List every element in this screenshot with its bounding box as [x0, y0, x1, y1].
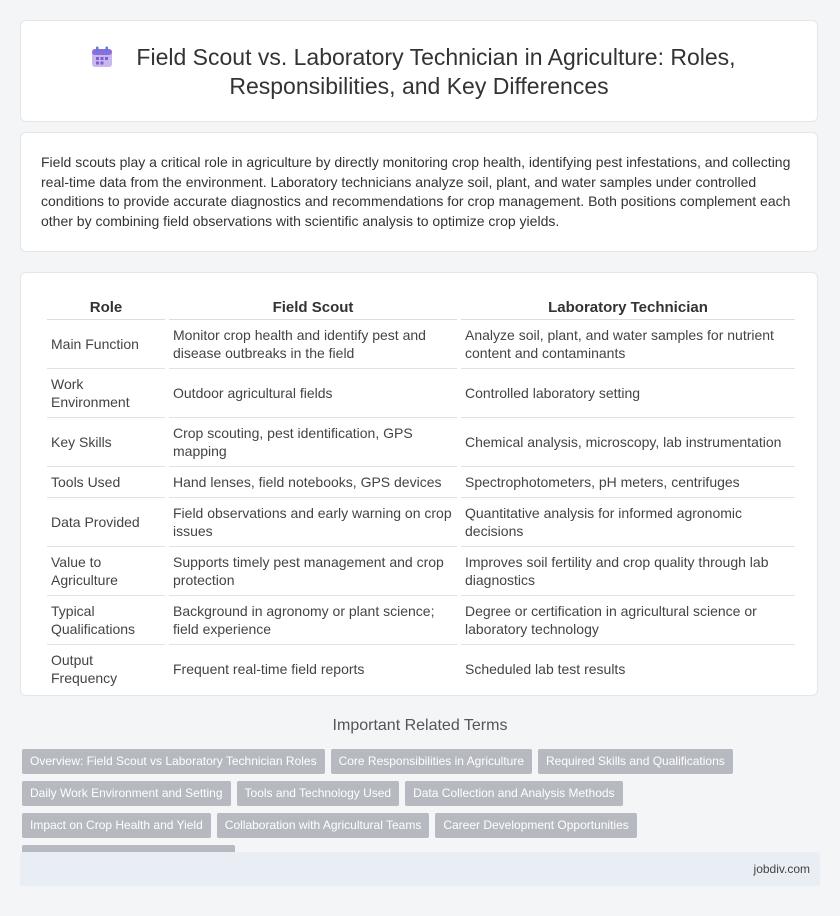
related-term-tag[interactable]: Daily Work Environment and Setting: [22, 781, 231, 806]
table-row: [47, 467, 795, 498]
footer-site[interactable]: jobdiv.com: [753, 862, 810, 876]
page-title-line2: Responsibilities, and Key Differences: [229, 73, 609, 99]
related-term-tag[interactable]: Overview: Field Scout vs Laboratory Technician Roles: [22, 749, 325, 774]
cell-lab-technician: Scheduled lab test results: [465, 661, 626, 677]
cell-role: Data Provided: [47, 498, 165, 547]
cell-field-scout: Hand lenses, field notebooks, GPS devices: [169, 467, 457, 498]
header-field-scout: Field Scout: [169, 295, 457, 320]
related-term-tag[interactable]: Core Responsibilities in Agriculture: [331, 749, 532, 774]
intro-card: [20, 132, 818, 252]
title-card: [20, 20, 818, 122]
header-lab-technician: Laboratory Technician: [461, 295, 795, 320]
related-term-tag[interactable]: Collaboration with Agricultural Teams: [217, 813, 430, 838]
page-title: [21, 43, 817, 101]
related-term-tag[interactable]: Career Development Opportunities: [435, 813, 636, 838]
table-header-row: [47, 295, 795, 320]
cell-field-scout: Supports timely pest management and crop protection: [169, 547, 457, 596]
cell-role: Value to Agriculture: [47, 547, 165, 596]
table-row: [47, 369, 795, 418]
cell-field-scout: Field observations and early warning on crop issues: [169, 498, 457, 547]
footer: [20, 852, 820, 886]
cell-field-scout: Frequent real-time field reports: [173, 661, 365, 677]
cell-role: Work Environment: [47, 369, 165, 418]
related-terms-title: Important Related Terms: [332, 717, 508, 734]
cell-lab-technician: Analyze soil, plant, and water samples for nutrient content and contaminants: [461, 320, 795, 369]
intro-paragraph: Field scouts play a critical role in agriculture by directly monitoring crop health, identifying pest infestations, and collecting real-time data from the environment. Laboratory technicians analyze soil, plant, and water samples under controlled conditions to provide accurate diagnostics and recommendations for crop management. Both positions complement each other by combining field observations with scientific analysis to optimize crop yields.: [41, 154, 791, 229]
cell-role: Tools Used: [47, 467, 165, 498]
cell-lab-technician: Quantitative analysis for informed agronomic decisions: [461, 498, 795, 547]
cell-field-scout: Outdoor agricultural fields: [169, 369, 457, 418]
cell-lab-technician: Degree or certification in agricultural science or laboratory technology: [461, 596, 795, 645]
related-term-tag[interactable]: Required Skills and Qualifications: [538, 749, 733, 774]
table-row: [47, 320, 795, 369]
table-row: [47, 596, 795, 645]
cell-lab-technician: Controlled laboratory setting: [461, 369, 795, 418]
cell-field-scout: Crop scouting, pest identification, GPS mapping: [169, 418, 457, 467]
cell-field-scout: Background in agronomy or plant science; field experience: [169, 596, 457, 645]
cell-lab-technician: Improves soil fertility and crop quality through lab diagnostics: [461, 547, 795, 596]
table-body: [47, 320, 795, 693]
related-term-tag[interactable]: Impact on Crop Health and Yield: [22, 813, 211, 838]
cell-role: Output Frequency: [51, 652, 118, 686]
cell-role: Main Function: [47, 320, 165, 369]
table-row: [47, 547, 795, 596]
comparison-table: [43, 295, 799, 693]
cell-lab-technician: Spectrophotometers, pH meters, centrifuges: [461, 467, 795, 498]
table-row: [47, 418, 795, 467]
table-row: [47, 498, 795, 547]
cell-field-scout: Monitor crop health and identify pest and disease outbreaks in the field: [169, 320, 457, 369]
comparison-table-card: [20, 272, 818, 696]
cell-lab-technician: Chemical analysis, microscopy, lab instrumentation: [461, 418, 795, 467]
related-term-tag[interactable]: Data Collection and Analysis Methods: [405, 781, 622, 806]
cell-role: Typical Qualifications: [47, 596, 165, 645]
header-role: Role: [47, 295, 165, 320]
table-row: [47, 645, 795, 693]
related-term-tag[interactable]: Tools and Technology Used: [237, 781, 400, 806]
cell-role: Key Skills: [47, 418, 165, 467]
page-title-line1: Field Scout vs. Laboratory Technician in Agriculture: Roles,: [136, 44, 736, 70]
